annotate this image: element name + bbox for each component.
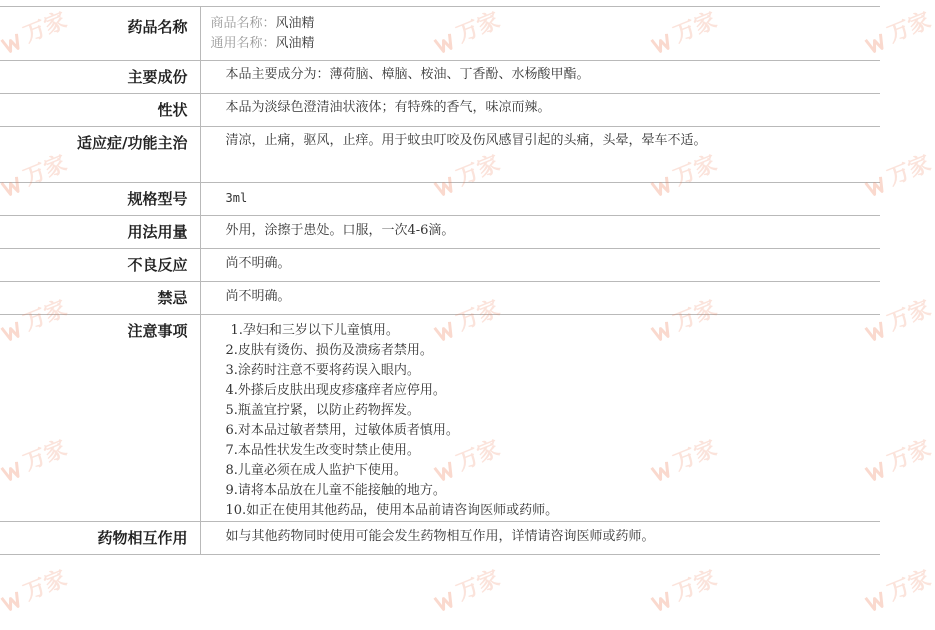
row-precautions [0, 315, 880, 522]
generic-name-key: 通用名称： [210, 36, 276, 51]
indications-value-cell [200, 127, 880, 183]
indications-value: 清凉，止痛，驱风，止痒。用于蚊虫叮咬及伤风感冒引起的头痛，头晕，晕车不适。 [225, 133, 707, 148]
row-spec [0, 183, 880, 216]
row-usage [0, 216, 880, 249]
interactions-label: 药物相互作用 [97, 529, 188, 547]
product-name-value: 风油精 [275, 16, 315, 31]
spec-value: 3ml [225, 191, 248, 205]
interactions-label-cell [0, 522, 200, 555]
precaution-item: 2.皮肤有烫伤、损伤及溃疡者禁用。 [225, 343, 433, 358]
ingredients-value: 本品主要成分为：薄荷脑、樟脑、桉油、丁香酚、水杨酸甲酯。 [225, 67, 590, 82]
watermark-text: 万家 [20, 566, 71, 606]
watermark-text: 万家 [20, 151, 71, 191]
watermark-w-icon [0, 588, 27, 613]
appearance-value-cell [200, 94, 880, 127]
appearance-label-cell [0, 94, 200, 127]
usage-label: 用法用量 [127, 223, 188, 241]
adverse-value: 尚不明确。 [225, 256, 291, 271]
ingredients-label-cell [0, 61, 200, 94]
watermark-text: 万家 [453, 436, 504, 476]
watermark-text: 万家 [670, 296, 721, 336]
ingredients-label: 主要成份 [127, 68, 188, 86]
row-adverse [0, 249, 880, 282]
contra-value: 尚不明确。 [225, 289, 291, 304]
interactions-value: 如与其他药物同时使用可能会发生药物相互作用，详情请咨询医师或药师。 [225, 529, 655, 544]
watermark-text: 万家 [884, 566, 935, 606]
precaution-item: 6.对本品过敏者禁用，过敏体质者慎用。 [225, 423, 459, 438]
usage-label-cell [0, 216, 200, 249]
row-contraindications [0, 282, 880, 315]
watermark-text: 万家 [20, 8, 71, 48]
contra-value-cell [200, 282, 880, 315]
watermark-text: 万家 [670, 566, 721, 606]
precaution-item: 1.孕妇和三岁以下儿童慎用。 [230, 323, 399, 338]
precaution-item: 10.如正在使用其他药品，使用本品前请咨询医师或药师。 [225, 503, 559, 518]
watermark-text: 万家 [453, 151, 504, 191]
watermark-logo [429, 562, 504, 616]
watermark-text: 万家 [884, 151, 935, 191]
row-ingredients [0, 61, 880, 94]
precautions-list [226, 315, 881, 521]
watermark-text: 万家 [884, 8, 935, 48]
watermark-text: 万家 [884, 436, 935, 476]
watermark-logo [0, 562, 71, 616]
watermark-text: 万家 [670, 151, 721, 191]
precautions-label-cell [0, 315, 200, 522]
precautions-label: 注意事项 [127, 322, 188, 340]
precaution-item: 8.儿童必须在成人监护下使用。 [225, 463, 407, 478]
adverse-label: 不良反应 [127, 256, 188, 274]
row-appearance [0, 94, 880, 127]
precaution-item: 7.本品性状发生改变时禁止使用。 [225, 443, 420, 458]
appearance-label: 性状 [157, 101, 188, 119]
watermark-logo [860, 562, 935, 616]
row-indications [0, 127, 880, 183]
drug-name-label: 药品名称 [127, 18, 188, 36]
watermark-text: 万家 [453, 296, 504, 336]
watermark-text: 万家 [670, 8, 721, 48]
precaution-item: 3.涂药时注意不要将药误入眼内。 [225, 363, 420, 378]
indications-label-cell [0, 127, 200, 183]
drug-name-label-cell [0, 7, 200, 61]
watermark-w-icon [864, 588, 891, 613]
generic-name-line [201, 34, 881, 54]
adverse-label-cell [0, 249, 200, 282]
generic-name-value: 风油精 [275, 36, 315, 51]
appearance-value: 本品为淡绿色澄清油状液体；有特殊的香气，味凉而辣。 [225, 100, 551, 115]
product-name-line [201, 14, 881, 34]
watermark-text: 万家 [453, 566, 504, 606]
product-name-key: 商品名称： [210, 16, 276, 31]
precaution-item: 9.请将本品放在儿童不能接触的地方。 [225, 483, 446, 498]
drug-name-value-cell [200, 7, 880, 61]
usage-value-cell [200, 216, 880, 249]
usage-value: 外用，涂擦于患处。口服，一次4-6滴。 [225, 223, 455, 238]
adverse-value-cell [200, 249, 880, 282]
contra-label-cell [0, 282, 200, 315]
spec-label-cell [0, 183, 200, 216]
watermark-text: 万家 [20, 436, 71, 476]
precautions-value-cell [200, 315, 880, 522]
ingredients-value-cell [200, 61, 880, 94]
precaution-item: 4.外搽后皮肤出现皮疹瘙痒者应停用。 [225, 383, 446, 398]
watermark-text: 万家 [453, 8, 504, 48]
spec-value-cell [200, 183, 880, 216]
watermark-w-icon [650, 588, 677, 613]
drug-info-table [0, 6, 880, 555]
watermark-logo [646, 562, 721, 616]
indications-label: 适应症/功能主治 [77, 134, 188, 152]
watermark-text: 万家 [20, 296, 71, 336]
spec-label: 规格型号 [127, 190, 188, 208]
row-interactions [0, 522, 880, 555]
watermark-text: 万家 [884, 296, 935, 336]
row-drug-name [0, 7, 880, 61]
watermark-text: 万家 [670, 436, 721, 476]
contra-label: 禁忌 [157, 289, 188, 307]
interactions-value-cell [200, 522, 880, 555]
precaution-item: 5.瓶盖宜拧紧，以防止药物挥发。 [225, 403, 420, 418]
watermark-w-icon [433, 588, 460, 613]
